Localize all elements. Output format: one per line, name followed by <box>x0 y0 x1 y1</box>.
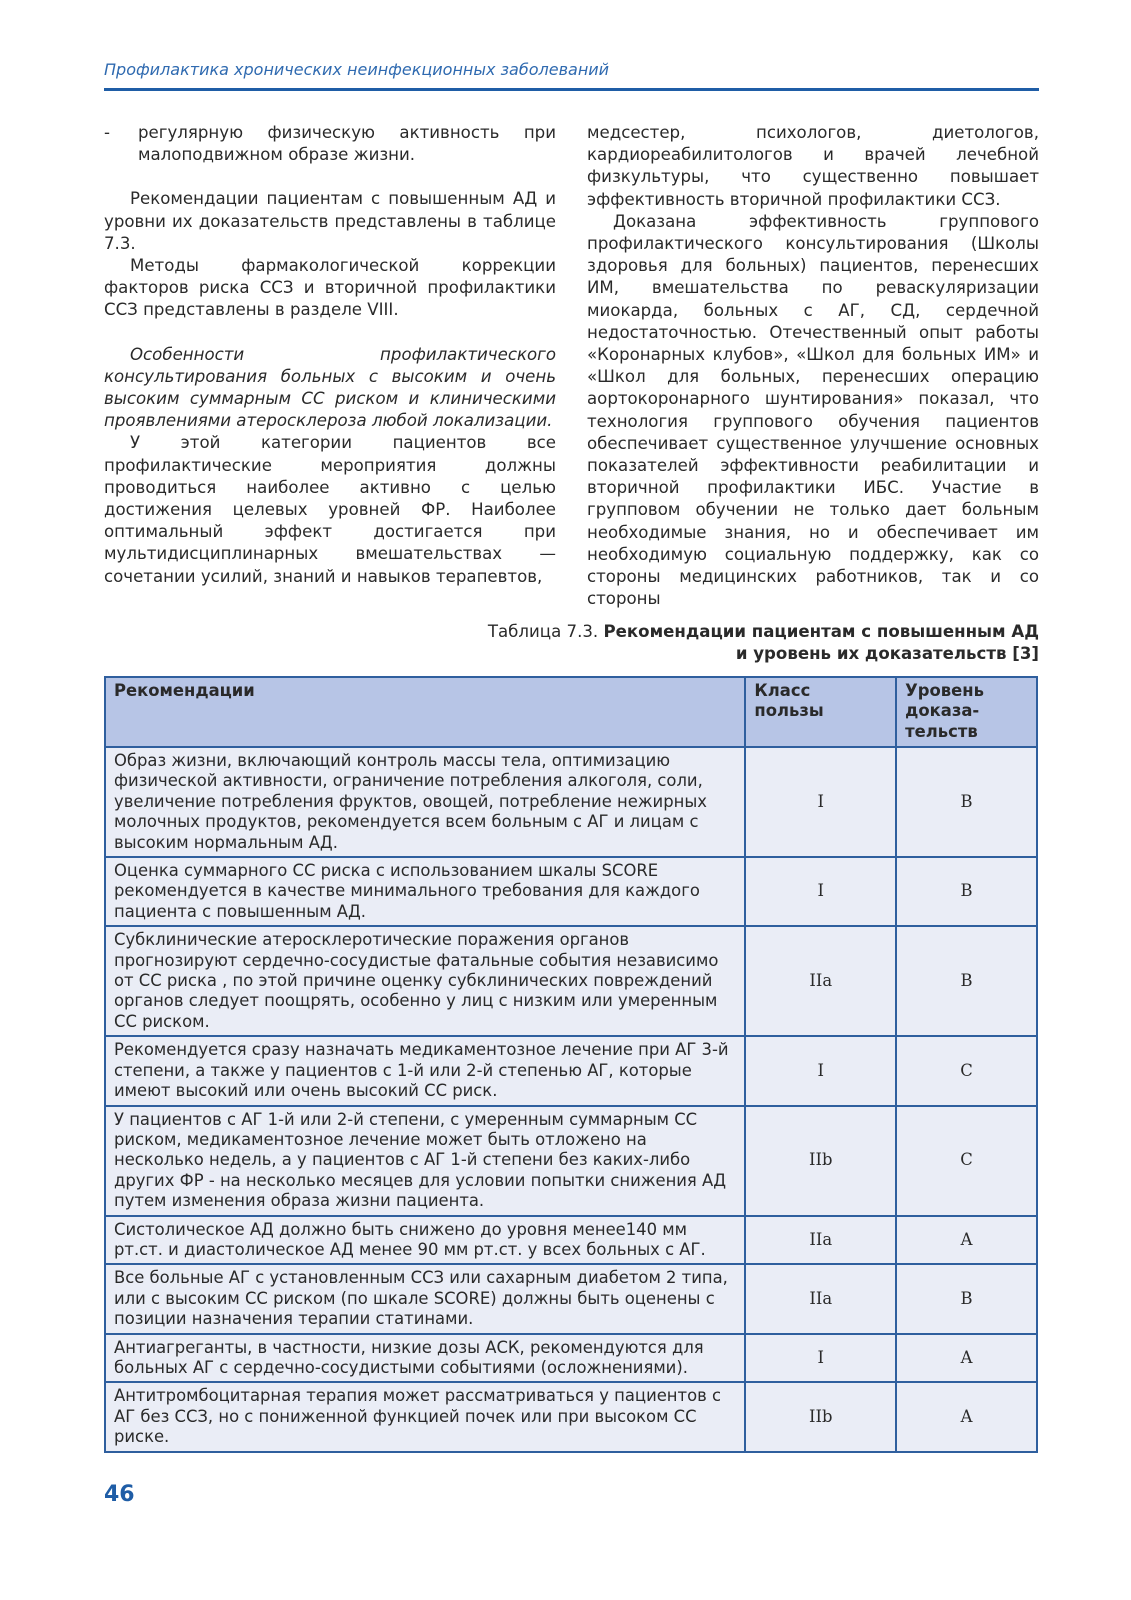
header-level-line2: доказа- <box>905 701 980 721</box>
rec-class: IIa <box>745 1264 896 1333</box>
rec-class: IIa <box>745 926 896 1036</box>
caption-title-line2: и уровень их доказательств [3] <box>735 644 1039 663</box>
table-row <box>105 1216 1037 1265</box>
rec-level: A <box>896 1382 1037 1451</box>
section-heading: Особенности профилактического консультирования больных с высоким и очень высоким суммарным СС риском и клиническими проявлениями атеросклероза любой локализации. <box>104 344 556 431</box>
table-header-row <box>105 677 1037 747</box>
rec-text: Образ жизни, включающий контроль массы тела, оптимизацию физической активности, ограничение потребления алкоголя, соли, увеличение потребления фруктов, овощей, потребление нежирных молочных продуктов, рекомендуется всем больным с АГ и лицам с высоким нормальным АД. <box>105 747 745 857</box>
table-row <box>105 1106 1037 1216</box>
left-paragraph-3: У этой категории пациентов все профилактические мероприятия должны проводиться наиболее активно с целью достижения целевых уровней ФР. Наиболее оптимальный эффект достигается при мультидисциплинарных вмешательствах — сочетании усилий, знаний и навыков терапевтов, <box>104 433 556 586</box>
rec-level: A <box>896 1334 1037 1383</box>
header-level-line1: Уровень <box>905 681 984 700</box>
header-class-line2: пользы <box>754 701 824 721</box>
table-row <box>105 857 1037 926</box>
left-paragraph-2: Методы фармакологической коррекции факторов риска ССЗ и вторичной профилактики ССЗ представлены в разделе VIII. <box>104 256 556 320</box>
table-row <box>105 1382 1037 1451</box>
rec-text: Антитромбоцитарная терапия может рассматриваться у пациентов с АГ без ССЗ, но с пониженной функцией почек или при высоком СС риске. <box>105 1382 745 1451</box>
header-level-line3: тельств <box>905 721 978 741</box>
running-header: Профилактика хронических неинфекционных заболеваний <box>104 60 610 79</box>
table-row <box>105 1334 1037 1383</box>
rec-text: Субклинические атеросклеротические поражения органов прогнозируют сердечно-сосудистые фатальные события независимо от СС риска , по этой причине оценку субклинических повреждений органов следует поощрять, особенно у лиц с низким или умеренным СС риском. <box>105 926 745 1036</box>
rec-class: I <box>745 1334 896 1383</box>
header-rule <box>104 88 1039 91</box>
rec-level: B <box>896 857 1037 926</box>
left-paragraph-1: Рекомендации пациентам с повышенным АД и уровни их доказательств представлены в таблице 7.3. <box>104 189 556 253</box>
rec-text: Оценка суммарного СС риска с использованием шкалы SCORE рекомендуется в качестве минимального требования для каждого пациента с повышенным АД. <box>105 857 745 926</box>
left-column <box>104 122 556 588</box>
rec-class: IIa <box>745 1216 896 1265</box>
bullet-dash: - <box>104 123 110 142</box>
header-recommendations: Рекомендации <box>105 677 745 747</box>
rec-level: C <box>896 1036 1037 1105</box>
bullet-item <box>104 122 556 166</box>
caption-prefix: Таблица 7.3. <box>487 622 599 641</box>
rec-level: B <box>896 926 1037 1036</box>
table-row <box>105 926 1037 1036</box>
header-class <box>745 677 896 747</box>
rec-text: Рекомендуется сразу назначать медикаментозное лечение при АГ 3-й степени, а также у пациентов с 1-й или 2-й степенью АГ, которые имеют высокий или очень высокий СС риск. <box>105 1036 745 1105</box>
rec-class: I <box>745 857 896 926</box>
table-row <box>105 747 1037 857</box>
rec-class: IIb <box>745 1382 896 1451</box>
header-class-line1: Класс <box>754 681 811 700</box>
right-paragraph-2: Доказана эффективность группового профилактического консультирования (Школы здоровья для больных) пациентов, перенесших ИМ, вмешательства по реваскуляризации миокарда, больных с АГ, СД, сердечной недостаточностью. Отечественный опыт работы «Коронарных клубов», «Школ для больных ИМ» и «Школ для больных, перенесших операцию аортокоронарного шунтирования» показал, что технология группового обучения пациентов обеспечивает существенное улучшение основных показателей эффективности реабилитации и вторичной профилактики ИБС. Участие в групповом обучении не только дает больным необходимые знания, но и обеспечивает им необходимую социальную поддержку, как со стороны медицинских работников, так и со стороны <box>587 211 1039 609</box>
table-row <box>105 1264 1037 1333</box>
right-paragraph-1: медсестер, психологов, диетологов, кардиореабилитологов и врачей лечебной физкультуры, что существенно повышает эффективность вторичной профилактики ССЗ. <box>587 123 1039 209</box>
rec-text: Систолическое АД должно быть снижено до уровня менее140 мм рт.ст. и диастолическое АД менее 90 мм рт.ст. у всех больных с АГ. <box>105 1216 745 1265</box>
rec-text: Антиагреганты, в частности, низкие дозы АСК, рекомендуются для больных АГ с сердечно-сосудистыми событиями (осложнениями). <box>105 1334 745 1383</box>
rec-class: I <box>745 1036 896 1105</box>
page-number: 46 <box>104 1482 135 1507</box>
rec-level: C <box>896 1106 1037 1216</box>
recommendations-table <box>104 676 1038 1453</box>
right-column <box>587 122 1039 610</box>
rec-class: IIb <box>745 1106 896 1216</box>
bullet-text: регулярную физическую активность при малоподвижном образе жизни. <box>138 123 556 165</box>
table-caption <box>339 621 1039 665</box>
table-row <box>105 1036 1037 1105</box>
rec-text: У пациентов с АГ 1-й или 2-й степени, с умеренным суммарным СС риском, медикаментозное лечение может быть отложено на несколько недель, а у пациентов с АГ 1-й степени без каких-либо других ФР - на несколько месяцев для условии попытки снижения АД путем изменения образа жизни пациента. <box>105 1106 745 1216</box>
rec-class: I <box>745 747 896 857</box>
rec-level: B <box>896 747 1037 857</box>
rec-level: A <box>896 1216 1037 1265</box>
rec-text: Все больные АГ с установленным ССЗ или сахарным диабетом 2 типа, или с высоким СС риском (по шкале SCORE) должны быть оценены с позиции назначения терапии статинами. <box>105 1264 745 1333</box>
rec-level: B <box>896 1264 1037 1333</box>
header-level <box>896 677 1037 747</box>
caption-title-line1: Рекомендации пациентам с повышенным АД <box>603 622 1039 641</box>
